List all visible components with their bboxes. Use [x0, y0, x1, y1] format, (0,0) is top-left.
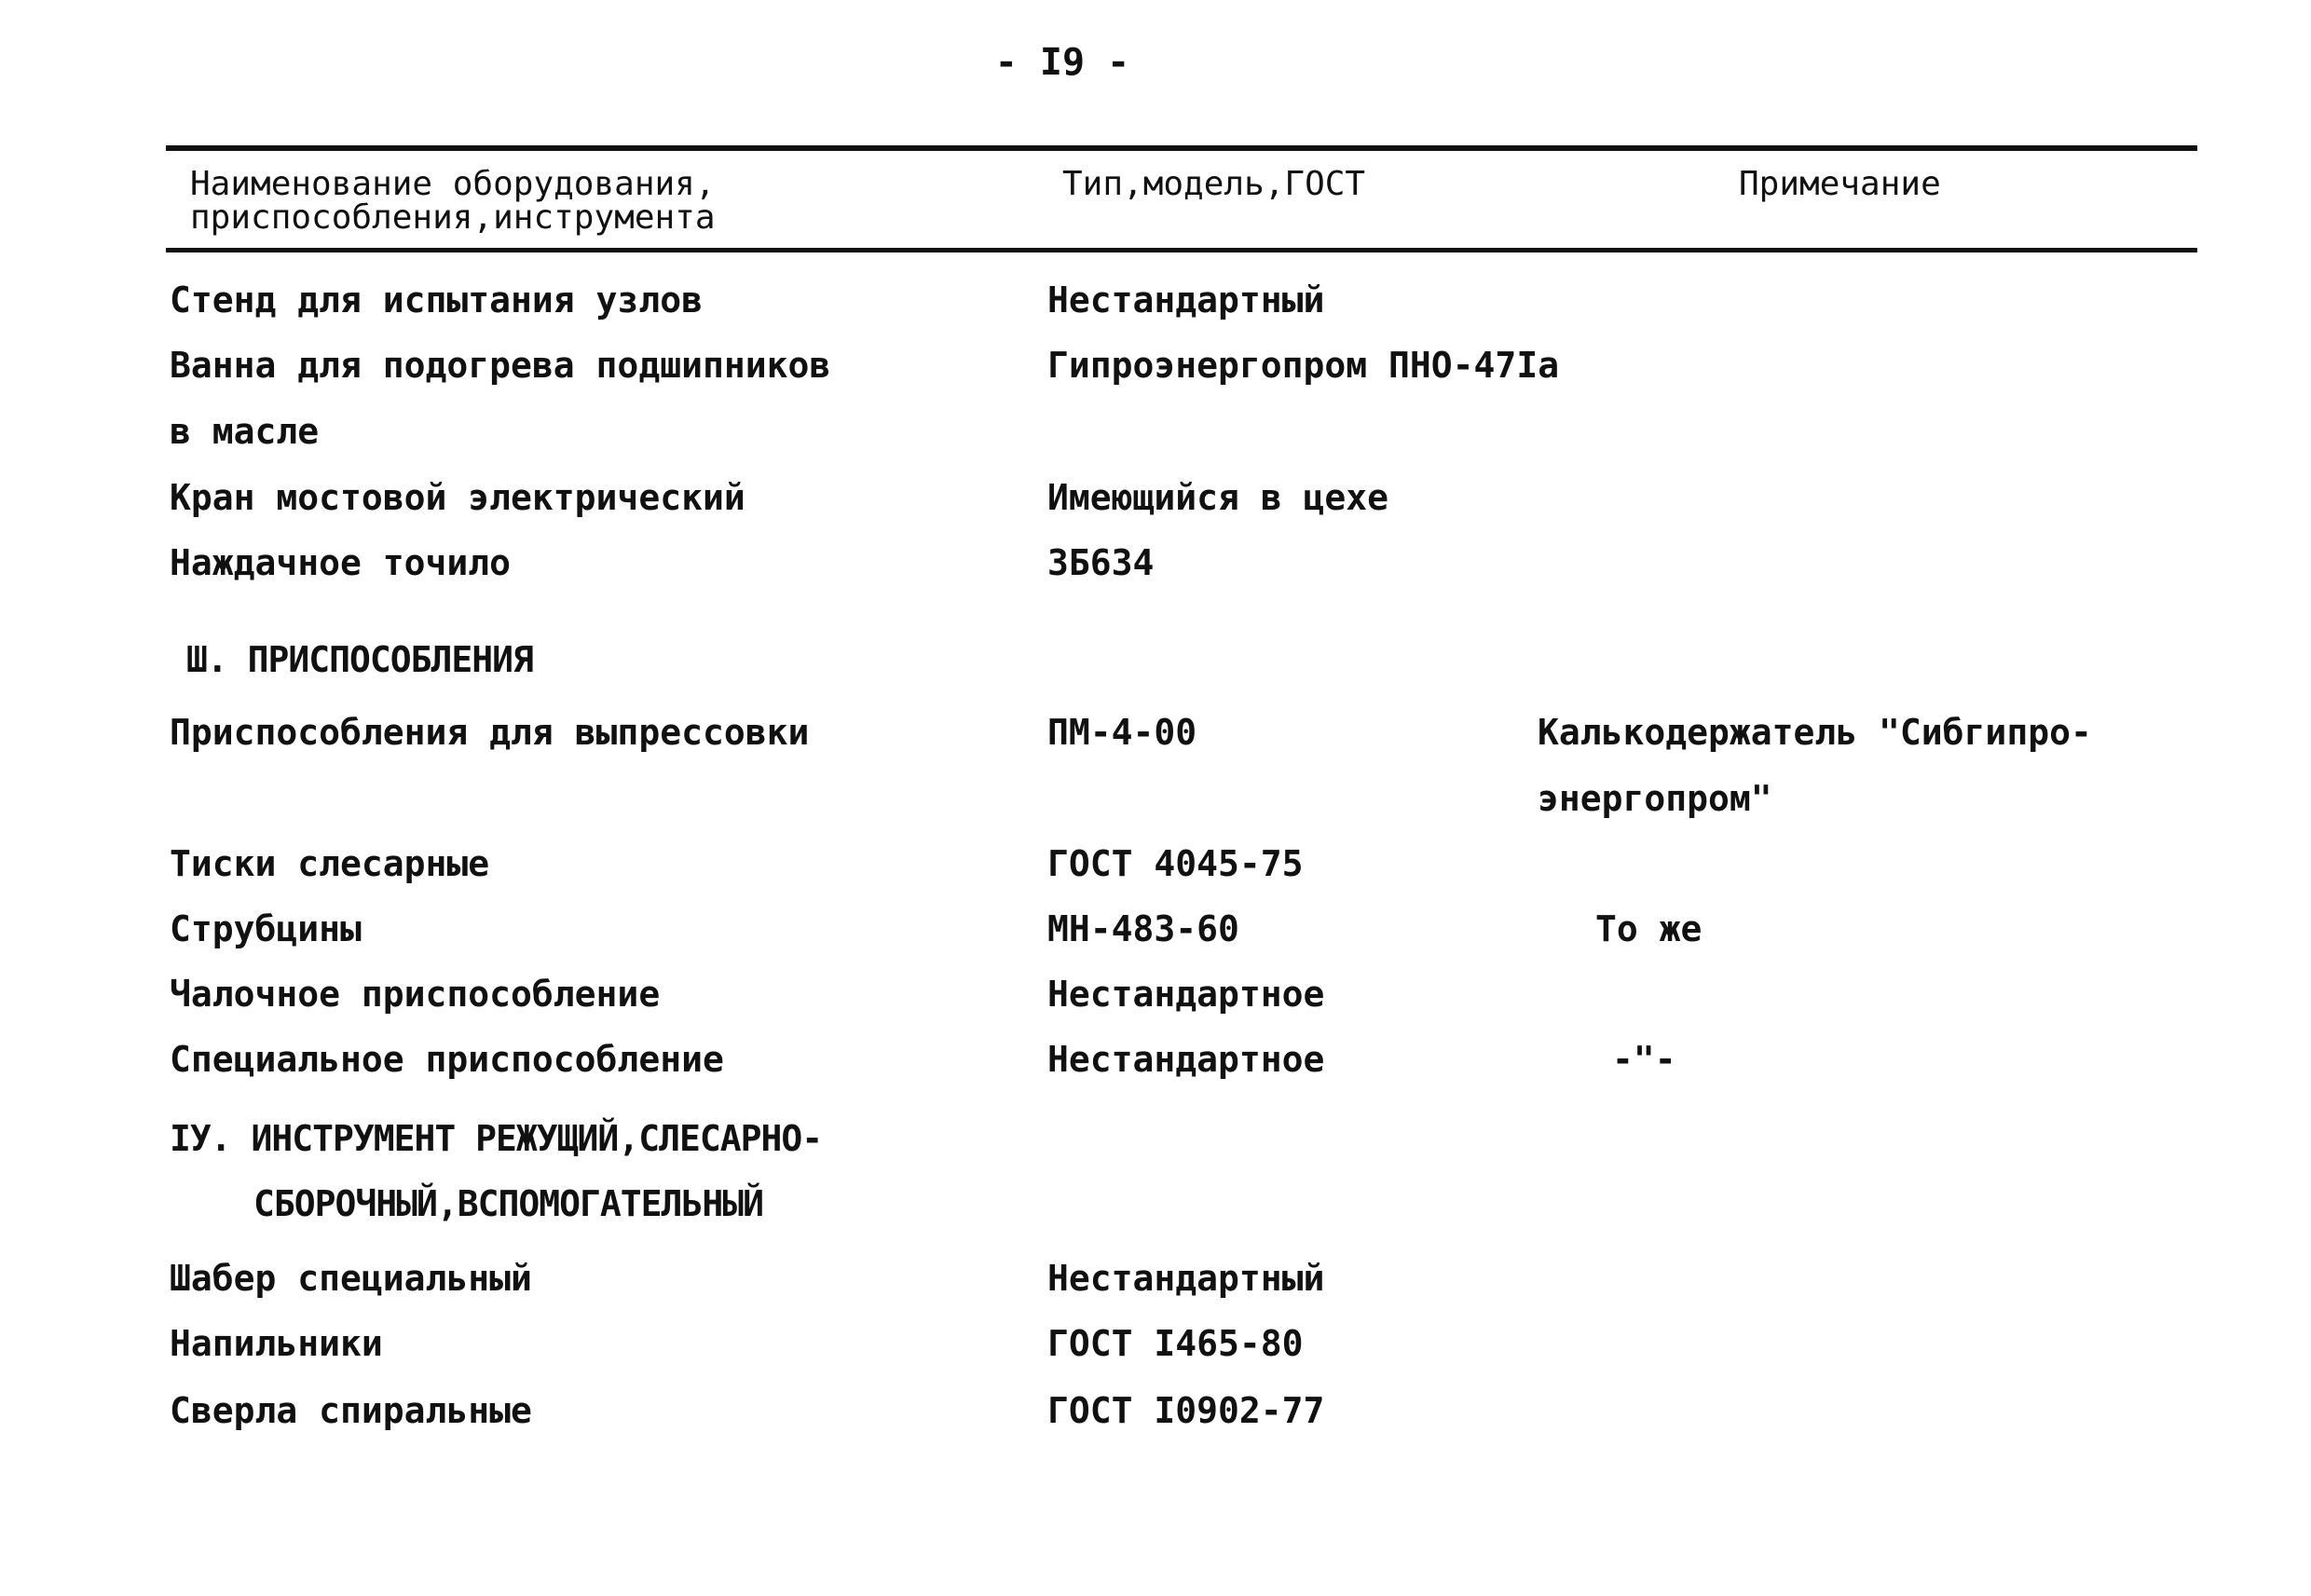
row-name: Сверла спиральные: [170, 1390, 532, 1431]
header-col-type: Тип,модель,ГОСТ: [1062, 165, 1366, 203]
row-name: Чалочное приспособление: [170, 974, 661, 1015]
row-type: ГОСТ I0902-77: [1047, 1390, 1325, 1431]
section-heading-continued: СБОРОЧНЫЙ,ВСПОМОГАТЕЛЬНЫЙ: [253, 1183, 763, 1224]
row-type: Нестандартный: [1047, 1258, 1325, 1299]
row-type: 3Б634: [1047, 542, 1155, 583]
row-type: Нестандартное: [1047, 1039, 1325, 1080]
row-name: в масле: [170, 411, 320, 452]
row-name: Шабер специальный: [170, 1258, 532, 1299]
table-header-rule: [166, 248, 2197, 252]
header-col-note: Примечание: [1739, 165, 1941, 203]
row-name: Специальное приспособление: [170, 1039, 724, 1080]
page-number: - I9 -: [994, 41, 1130, 84]
row-type: МН-483-60: [1047, 908, 1239, 949]
row-note: -"-: [1612, 1039, 1676, 1080]
row-name: Наждачное точило: [170, 542, 512, 583]
row-type: Имеющийся в цехе: [1047, 477, 1389, 518]
row-note: То же: [1595, 908, 1702, 949]
row-type: ГОСТ I465-80: [1047, 1323, 1304, 1364]
header-col-name-line2: приспособления,инструмента: [190, 198, 716, 237]
header-col-name-line1: Наименование оборудования,: [190, 165, 716, 203]
row-name: Напильники: [170, 1323, 383, 1364]
row-name: Тиски слесарные: [170, 843, 490, 884]
table-top-rule: [166, 145, 2197, 151]
row-note: энергопром": [1538, 778, 1772, 819]
row-type: ГОСТ 4045-75: [1047, 843, 1304, 884]
section-heading: Ш. ПРИСПОСОБЛЕНИЯ: [186, 639, 533, 680]
row-name: Приспособления для выпрессовки: [170, 712, 810, 753]
row-note: Калькодержатель "Сибгипро-: [1538, 712, 2092, 753]
row-name: Стенд для испытания узлов: [170, 280, 703, 321]
row-type: Гипроэнергопром ПНО-47Iа: [1047, 345, 1560, 386]
section-heading: IУ. ИНСТРУМЕНТ РЕЖУЩИЙ,СЛЕСАРНО-: [170, 1118, 823, 1159]
header-col-name: [190, 165, 716, 237]
row-type: ПМ-4-00: [1047, 712, 1197, 753]
row-name: Струбцины: [170, 908, 362, 949]
row-name: Ванна для подогрева подшипников: [170, 345, 831, 386]
row-type: Нестандартное: [1047, 974, 1325, 1015]
row-type: Нестандартный: [1047, 280, 1325, 321]
row-name: Кран мостовой электрический: [170, 477, 745, 518]
